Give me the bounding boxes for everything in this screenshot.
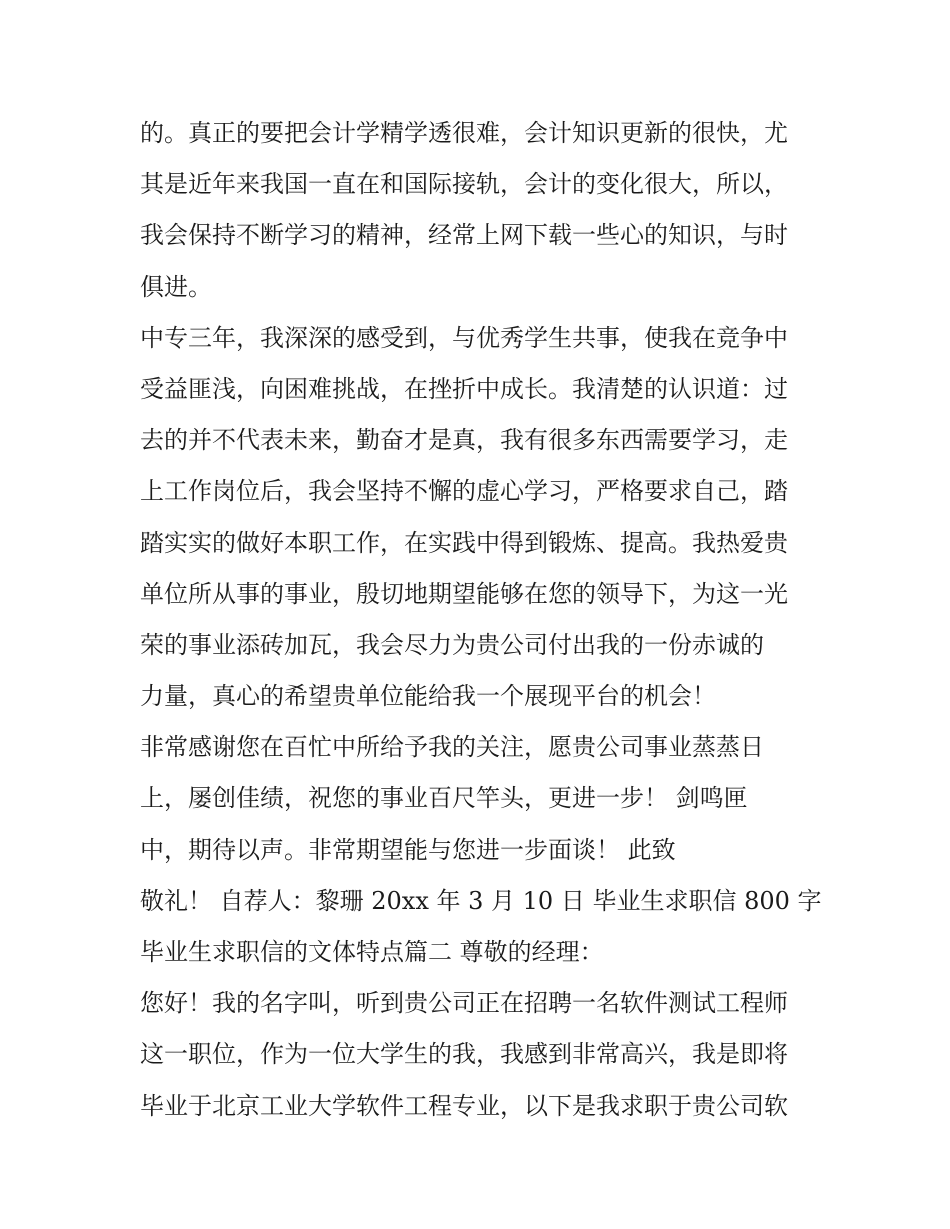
text-line: 去的并不代表未来，勤奋才是真，我有很多东西需要学习，走 xyxy=(140,426,788,455)
text-line: 敬礼！ 自荐人：黎珊 20xx 年 3 月 10 日 毕业生求职信 800 字 xyxy=(140,886,822,915)
text-line: 力量，真心的希望贵单位能给我一个展现平台的机会！ xyxy=(140,682,716,711)
text-line: 俱进。 xyxy=(140,272,212,301)
text-line: 上工作岗位后，我会坚持不懈的虚心学习，严格要求自己，踏 xyxy=(140,477,788,506)
text-line: 踏实实的做好本职工作，在实践中得到锻炼、提高。我热爱贵 xyxy=(140,528,788,557)
text-line: 毕业生求职信的文体特点篇二 尊敬的经理： xyxy=(140,938,604,966)
text-line: 中，期待以声。非常期望能与您进一步面谈！ 此致 xyxy=(140,835,676,864)
document-body xyxy=(140,108,830,1132)
text-line: 非常感谢您在百忙中所给予我的关注，愿贵公司事业蒸蒸日 xyxy=(140,733,764,762)
text-line: 我会保持不断学习的精神，经常上网下载一些心的知识，与时 xyxy=(140,221,788,250)
text-line: 上，屡创佳绩，祝您的事业百尺竿头，更进一步！ 剑鸣匣 xyxy=(140,784,748,813)
text-line: 的。真正的要把会计学精学透很难，会计知识更新的很快，尤 xyxy=(140,119,788,147)
text-line: 毕业于北京工业大学软件工程专业，以下是我求职于贵公司软 xyxy=(140,1091,788,1120)
text-line: 其是近年来我国一直在和国际接轨，会计的变化很大，所以， xyxy=(140,170,788,199)
text-line: 中专三年，我深深的感受到，与优秀学生共事，使我在竞争中 xyxy=(140,323,788,352)
text-line: 单位所从事的事业，殷切地期望能够在您的领导下，为这一光 xyxy=(140,579,788,608)
text-line: 受益匪浅，向困难挑战，在挫折中成长。我清楚的认识道：过 xyxy=(140,374,788,403)
text-line: 您好！我的名字叫，听到贵公司正在招聘一名软件测试工程师 xyxy=(140,989,788,1018)
text-line: 荣的事业添砖加瓦，我会尽力为贵公司付出我的一份赤诚的 xyxy=(140,630,764,659)
text-line: 这一职位，作为一位大学生的我，我感到非常高兴，我是即将 xyxy=(140,1040,788,1069)
